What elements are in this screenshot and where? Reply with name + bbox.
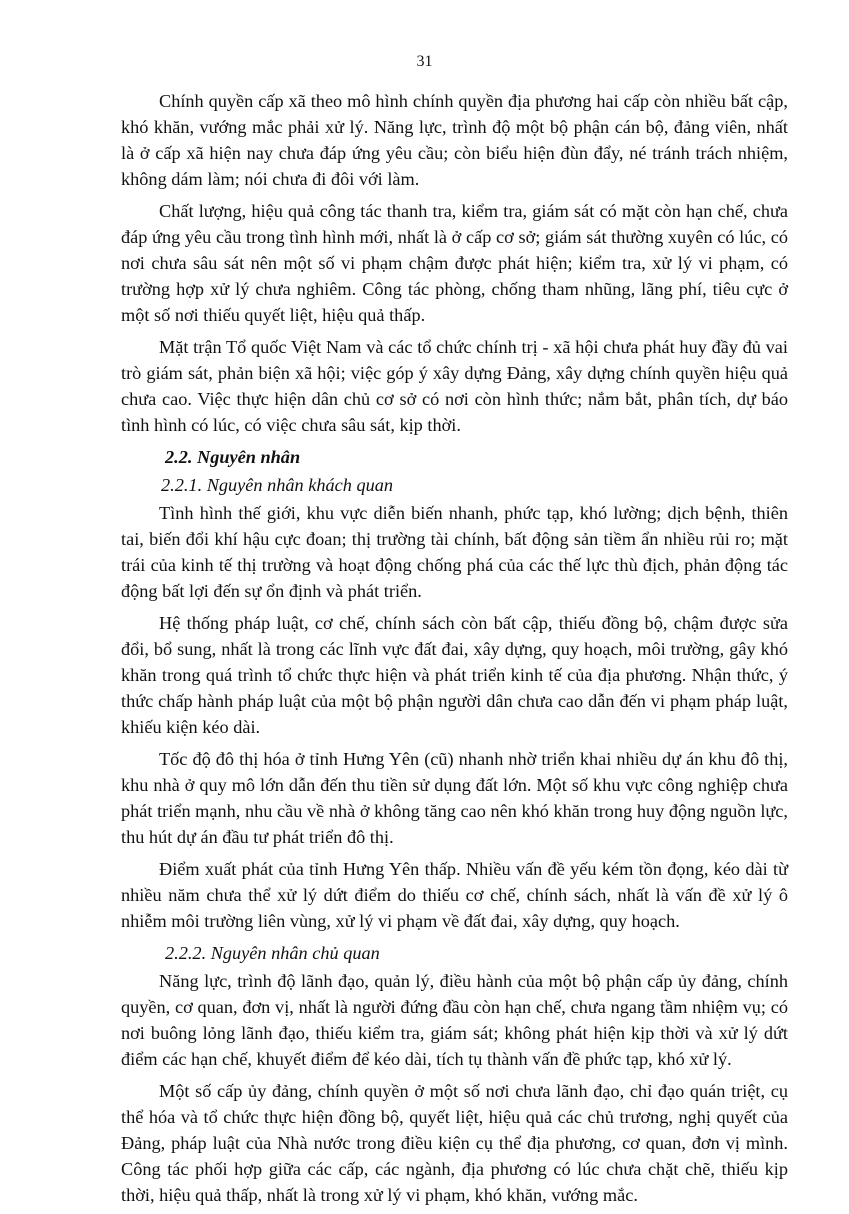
subsection-heading-2-2-2: 2.2.2. Nguyên nhân chủ quan (165, 943, 380, 963)
paragraph: Một số cấp ủy đảng, chính quyền ở một số nơi chưa lãnh đạo, chỉ đạo quán triệt, cụ thể hóa và tổ chức thực hiện đồng bộ, quyết liệt, hiệu quả các chủ trương, nghị quyết của Đảng, pháp luật của Nhà nước trong điều kiện cụ thể địa phương, cơ quan, đơn vị mình. Công tác phối hợp giữa các cấp, các ngành, địa phương có lúc chưa chặt chẽ, thiếu kịp thời, hiệu quả thấp, nhất là trong xử lý vi phạm, khó khăn, vướng mắc. (121, 1081, 788, 1205)
paragraph: Mặt trận Tổ quốc Việt Nam và các tổ chức chính trị - xã hội chưa phát huy đầy đủ vai trò giám sát, phản biện xã hội; việc góp ý xây dựng Đảng, xây dựng chính quyền hiệu quả chưa cao. Việc thực hiện dân chủ cơ sở có nơi còn hình thức; nắm bắt, phân tích, dự báo tình hình có lúc, có việc chưa sâu sát, kịp thời. (121, 337, 788, 435)
paragraph: Chất lượng, hiệu quả công tác thanh tra, kiểm tra, giám sát có mặt còn hạn chế, chưa đáp ứng yêu cầu trong tình hình mới, nhất là ở cấp cơ sở; giám sát thường xuyên có lúc, có nơi chưa sâu sát nên một số vi phạm chậm được phát hiện; kiểm tra, xử lý vi phạm, có trường hợp xử lý chưa nghiêm. Công tác phòng, chống tham nhũng, lãng phí, tiêu cực ở một số nơi thiếu quyết liệt, hiệu quả thấp. (121, 201, 788, 325)
page-number: 31 (416, 53, 433, 70)
section-heading-2-2: 2.2. Nguyên nhân (165, 447, 301, 467)
paragraph: Chính quyền cấp xã theo mô hình chính quyền địa phương hai cấp còn nhiều bất cập, khó khăn, vướng mắc phải xử lý. Năng lực, trình độ một bộ phận cán bộ, đảng viên, nhất là ở cấp xã hiện nay chưa đáp ứng yêu cầu; còn biểu hiện đùn đẩy, né tránh trách nhiệm, không dám làm; nói chưa đi đôi với làm. (121, 91, 788, 189)
document-body (121, 88, 788, 1214)
paragraph: Tốc độ đô thị hóa ở tỉnh Hưng Yên (cũ) nhanh nhờ triển khai nhiều dự án khu đô thị, khu nhà ở quy mô lớn dẫn đến thu tiền sử dụng đất lớn. Một số khu vực công nghiệp chưa phát triển mạnh, nhu cầu về nhà ở không tăng cao nên khó khăn trong huy động nguồn lực, thu hút dự án đầu tư phát triển đô thị. (121, 749, 788, 847)
subsection-heading-2-2-1: 2.2.1. Nguyên nhân khách quan (161, 475, 394, 495)
paragraph: Năng lực, trình độ lãnh đạo, quản lý, điều hành của một bộ phận cấp ủy đảng, chính quyền, cơ quan, đơn vị, nhất là người đứng đầu còn hạn chế, chưa ngang tầm nhiệm vụ; có nơi buông lỏng lãnh đạo, thiếu kiểm tra, giám sát; không phát hiện kịp thời và xử lý dứt điểm các hạn chế, khuyết điểm để kéo dài, tích tụ thành vấn đề phức tạp, khó xử lý. (121, 971, 788, 1069)
paragraph: Điểm xuất phát của tỉnh Hưng Yên thấp. Nhiều vấn đề yếu kém tồn đọng, kéo dài từ nhiều năm chưa thể xử lý dứt điểm do thiếu cơ chế, chính sách, nhất là vấn đề xử lý ô nhiễm môi trường liên vùng, xử lý vi phạm về đất đai, xây dựng, quy hoạch. (121, 859, 788, 931)
paragraph: Hệ thống pháp luật, cơ chế, chính sách còn bất cập, thiếu đồng bộ, chậm được sửa đổi, bổ sung, nhất là trong các lĩnh vực đất đai, xây dựng, quy hoạch, môi trường, gây khó khăn trong quá trình tổ chức thực hiện và phát triển kinh tế của địa phương. Nhận thức, ý thức chấp hành pháp luật của một bộ phận người dân chưa cao dẫn đến vi phạm pháp luật, khiếu kiện kéo dài. (121, 613, 788, 737)
paragraph: Tình hình thế giới, khu vực diễn biến nhanh, phức tạp, khó lường; dịch bệnh, thiên tai, biến đổi khí hậu cực đoan; thị trường tài chính, bất động sản tiềm ẩn nhiều rủi ro; mặt trái của kinh tế thị trường và hoạt động chống phá của các thế lực thù địch, phản động tác động bất lợi đến sự ổn định và phát triển. (121, 503, 788, 601)
